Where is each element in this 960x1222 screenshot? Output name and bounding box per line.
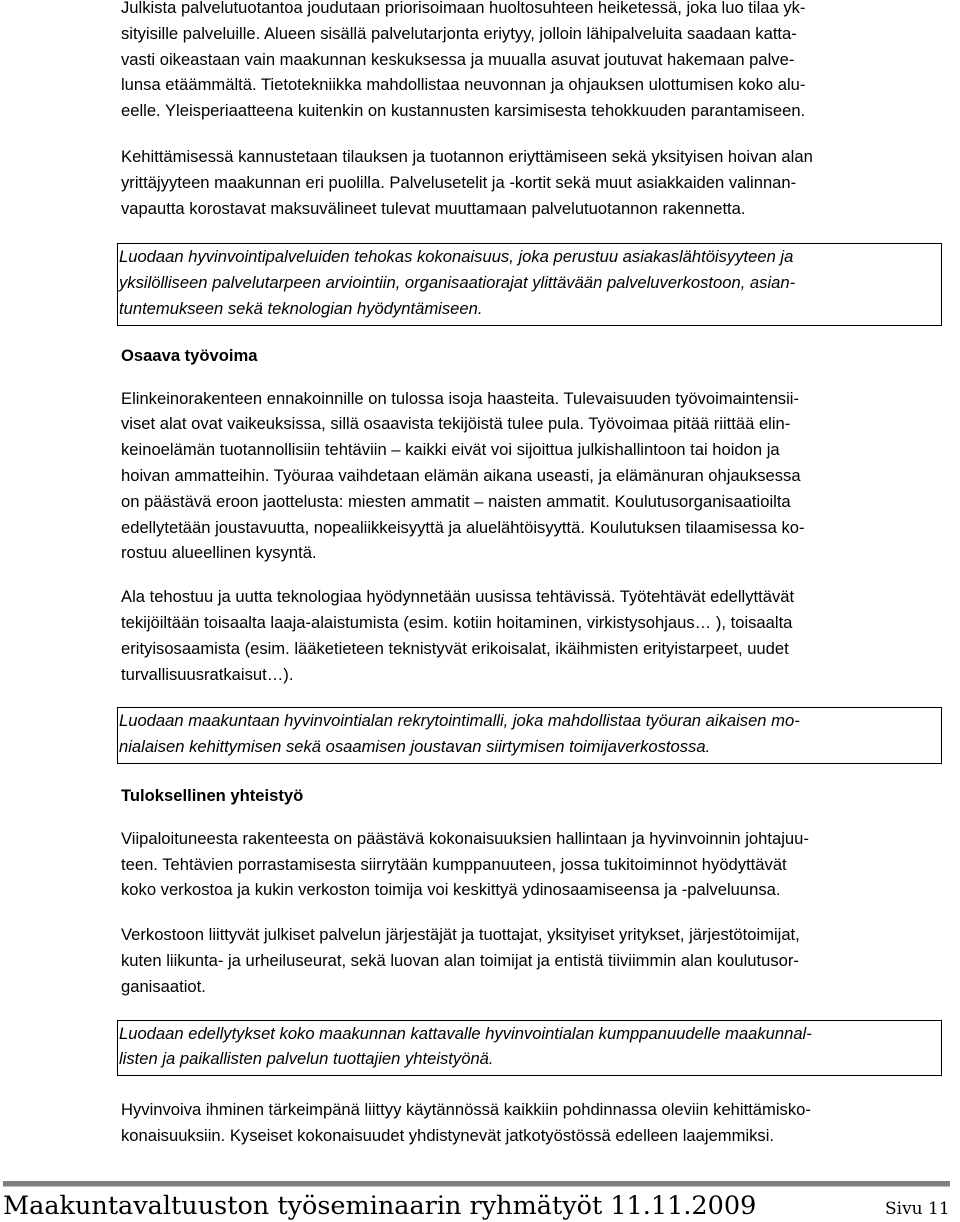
highlight-text-2: Luodaan maakuntaan hyvinvointialan rekrytointimalli, joka mahdollistaa työuran aikaisen mo- nialaisen kehittymisen sekä osaamisen joustavan siirtymisen toimijaverkostossa. (119, 711, 800, 757)
paragraph-verkostoon: Verkostoon liittyvät julkiset palvelun järjestäjät ja tuottajat, yksityiset yritykset, järjestötoimijat, kuten liikunta- ja urheiluseurat, sekä luovan alan toimijat ja entistä tiiviimmin alan koulutusor- ganisaatiot. (121, 925, 800, 996)
highlight-text-3: Luodaan edellytykset koko maakunnan kattavalle hyvinvointialan kumppanuudelle maakunnal- listen ja paikallisten palvelun tuottajien yhteistyönä. (119, 1023, 812, 1069)
highlight-text-1: Luodaan hyvinvointipalveluiden tehokas kokonaisuus, joka perustuu asiakaslähtöisyyteen ja yksilölliseen palvelutarpeen arviointiin, organisaatiorajat ylittävään palveluverkostoon, asian- tuntemukseen sekä teknologian hyödyntämiseen. (119, 247, 796, 318)
highlight-box-2 (117, 707, 942, 764)
document-body (121, 0, 936, 1149)
highlight-box-1 (117, 243, 942, 325)
paragraph-hyvinvoiva: Hyvinvoiva ihminen tärkeimpänä liittyy käytännössä kaikkiin pohdinnassa oleviin kehittämisko- konaisuuksiin. Kyseiset kokonaisuudet yhdistynevät jatkotyöstössä edelleen laajemmiksi. (121, 1100, 811, 1145)
highlight-box-3 (117, 1020, 942, 1077)
paragraph-kehittaminen: Kehittämisessä kannustetaan tilauksen ja tuotannon eriyttämiseen sekä yksityisen hoivan alan yrittäjyyteen maakunnan eri puolilla. Palvelusetelit ja -kortit sekä muut asiakkaiden valinnan- vapautta korostavat maksuvälineet tulevat muuttamaan palvelutuotannon rakennetta. (121, 146, 813, 218)
section-heading-osaava-tyovoima: Osaava työvoima (121, 345, 258, 365)
paragraph-elinkeino: Elinkeinorakenteen ennakoinnille on tulossa isoja haasteita. Tulevaisuuden työvoimaintensii- viset alat ovat vaikeuksissa, sillä osaavista tekijöistä tulee pula. Työvoimaa pitää riittää elin- keinoelämän tuotannollisiin tehtäviin – kaikki eivät voi sijoittua julkishallintoon tai hoidon ja hoivan ammatteihin. Työuraa vaihdetaan elämän aikana useasti, ja elämänuran ohjauksessa on päästävä eroon jaottelusta: miesten ammatit – naisten ammatit. Koulutusorganisaatioilta edellytetään joustavuutta, nopealiikkeisyyttä ja aluelähtöisyyttä. Koulutuksen tilaamisessa ko- rostuu alueellinen kysyntä. (121, 388, 805, 563)
footer-divider (3, 1181, 950, 1187)
page-number: Sivu 11 (885, 1199, 950, 1219)
paragraph-viipaloituneesta: Viipaloituneesta rakenteesta on päästävä kokonaisuuksien hallintaan ja hyvinvoinnin johtajuu- teen. Tehtävien porrastamisesta siirrytään kumppanuuteen, jossa tukitoiminnot hyödyttävät koko verkostoa ja kukin verkoston toimija voi keskittyä ydinosaamiseensa ja -palveluunsa. (121, 828, 809, 900)
paragraph-ala: Ala tehostuu ja uutta teknologiaa hyödynnetään uusissa tehtävissä. Työtehtävät edellyttävät tekijöiltään toisaalta laaja-alaistumista (esim. kotiin hoitaminen, virkistysohjaus… ), toisaalta erityisosaamista (esim. lääketieteen teknistyvät erikoisalat, ikäihmisten erityistarpeet, uudet turvallisuusratkaisut…). (121, 587, 795, 684)
paragraph-intro: Julkista palvelutuotantoa joudutaan priorisoimaan huoltosuhteen heiketessä, joka luo tilaa yk- sityisille palveluille. Alueen sisällä palvelutarjonta eriytyy, jolloin lähipalveluita saadaan katta- vasti oikeastaan vain maakunnan keskuksessa ja muualla asuvat joutuvat hakemaan palve- lunsa etäämmältä. Tietotekniikka mahdollistaa neuvonnan ja ohjauksen ulottumisen koko alu- eelle. Yleisperiaatteena kuitenkin on kustannusten karsimisesta tehokkuuden parantamiseen. (121, 0, 806, 121)
footer-title: Maakuntavaltuuston työseminaarin ryhmätyöt 11.11.2009 (3, 1191, 757, 1221)
section-heading-tuloksellinen-yhteistyo: Tuloksellinen yhteistyö (121, 785, 304, 805)
